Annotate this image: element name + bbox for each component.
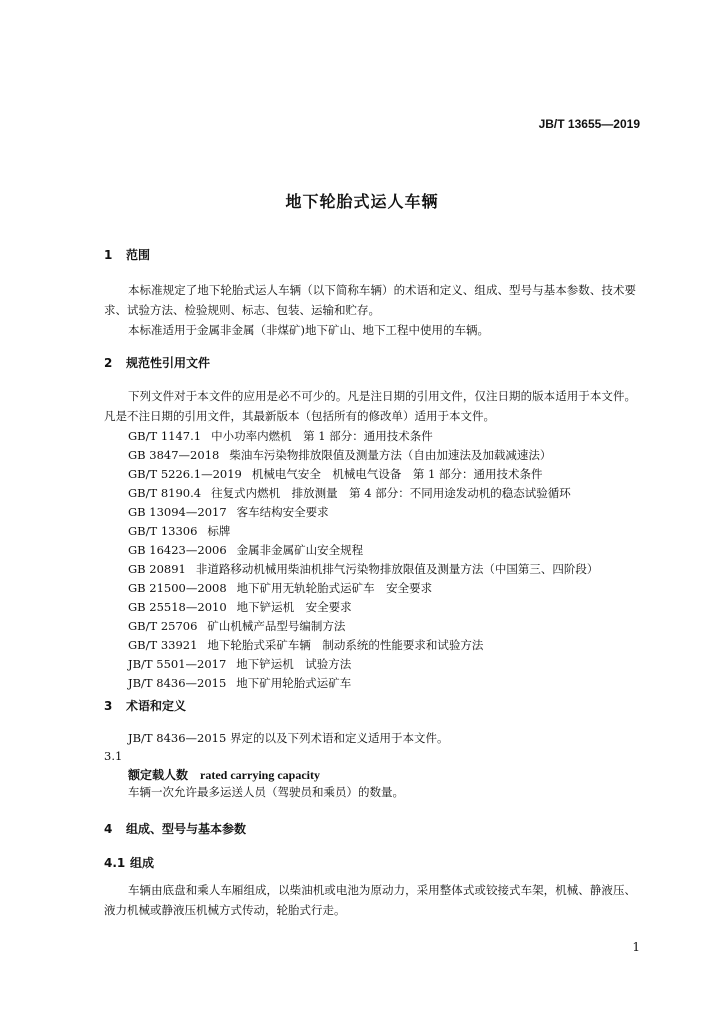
term-definition: 车辆一次允许最多运送人员（驾驶员和乘员）的数量。 [128,785,404,799]
term-heading [128,766,320,783]
section-number: 1 [104,248,113,262]
section-number: 3 [104,699,113,713]
section-number: 4 [104,822,113,836]
term-chinese: 额定载人数 [128,768,189,782]
section-title: 规范性引用文件 [126,356,211,370]
reference-code: GB 13094—2017 [128,505,227,519]
reference-title: 客车结构安全要求 [236,505,329,519]
reference-item [128,599,352,615]
section-title: 范围 [126,248,151,262]
reference-item [128,675,351,691]
subsection-number: 4.1 [104,856,126,870]
reference-title: 地下轮胎式采矿车辆 制动系统的性能要求和试验方法 [207,638,484,652]
document-title: 地下轮胎式运人车辆 [285,192,439,211]
reference-code: GB 25518—2010 [128,600,227,614]
reference-title: 标牌 [207,524,231,538]
reference-title: 地下铲运机 安全要求 [236,600,352,614]
page-number: 1 [632,940,640,954]
reference-title: 地下铲运机 试验方法 [236,657,352,671]
reference-code: GB/T 25706 [128,619,198,633]
section-1-paragraph-2: 本标准适用于金属非金属（非煤矿)地下矿山、地下工程中使用的车辆。 [128,323,489,337]
reference-item [128,504,329,520]
reference-item [128,542,363,558]
subsection-title: 组成 [130,856,155,870]
reference-item [128,523,230,539]
reference-code: GB 16423—2006 [128,543,227,557]
reference-title: 非道路移动机械用柴油机排气污染物排放限值及测量方法（中国第三、四阶段） [195,562,599,576]
reference-item [128,447,551,463]
section-2-intro: 下列文件对于本文件的应用是必不可少的。凡是注日期的引用文件，仅注日期的版本适用于本文件。凡是不注日期的引用文件，其最新版本（包括所有的修改单）适用于本文件。 [104,389,636,423]
reference-title: 矿山机械产品型号编制方法 [207,619,346,633]
section-3-heading [104,697,186,714]
section-3-intro: JB/T 8436—2015 界定的以及下列术语和定义适用于本文件。 [128,731,449,745]
reference-code: GB/T 5226.1—2019 [128,467,242,481]
section-title: 术语和定义 [126,699,187,713]
section-number: 2 [104,356,113,370]
reference-code: GB/T 8190.4 [128,486,202,500]
reference-item [128,428,433,444]
standard-code: JB/T 13655—2019 [538,117,640,131]
section-title: 组成、型号与基本参数 [126,822,247,836]
reference-item [128,580,432,596]
reference-title: 机械电气安全 机械电气设备 第 1 部分：通用技术条件 [251,467,543,481]
reference-title: 地下矿用轮胎式运矿车 [236,676,352,690]
reference-code: JB/T 5501—2017 [128,657,227,671]
reference-item [128,561,598,577]
reference-title: 柴油车污染物排放限值及测量方法（自由加速法及加载减速法） [229,448,552,462]
subsection-4-1-heading [104,854,154,871]
reference-code: GB/T 1147.1 [128,429,202,443]
reference-title: 中小功率内燃机 第 1 部分：通用技术条件 [211,429,433,443]
reference-title: 金属非金属矿山安全规程 [236,543,364,557]
term-english: rated carrying capacity [200,768,320,782]
reference-code: GB/T 33921 [128,638,198,652]
reference-title: 地下矿用无轨轮胎式运矿车 安全要求 [236,581,433,595]
section-1-heading [104,246,150,263]
reference-code: GB 20891 [128,562,186,576]
reference-item [128,466,542,482]
reference-item [128,637,483,653]
section-2-heading [104,354,210,371]
term-number: 3.1 [104,749,123,763]
section-4-1-paragraph: 车辆由底盘和乘人车厢组成，以柴油机或电池为原动力，采用整体式或铰接式车架，机械、静液压、液力机械或静液压机械方式传动，轮胎式行走。 [104,883,636,917]
section-4-heading [104,820,246,837]
reference-item [128,656,351,672]
reference-code: GB 21500—2008 [128,581,227,595]
reference-code: GB 3847—2018 [128,448,220,462]
reference-title: 往复式内燃机 排放测量 第 4 部分：不同用途发动机的稳态试验循环 [211,486,571,500]
reference-item [128,618,345,634]
reference-code: JB/T 8436—2015 [128,676,227,690]
reference-code: GB/T 13306 [128,524,198,538]
section-1-paragraph-1: 本标准规定了地下轮胎式运人车辆（以下简称车辆）的术语和定义、组成、型号与基本参数、技术要求、试验方法、检验规则、标志、包装、运输和贮存。 [104,283,636,317]
reference-item [128,485,571,501]
